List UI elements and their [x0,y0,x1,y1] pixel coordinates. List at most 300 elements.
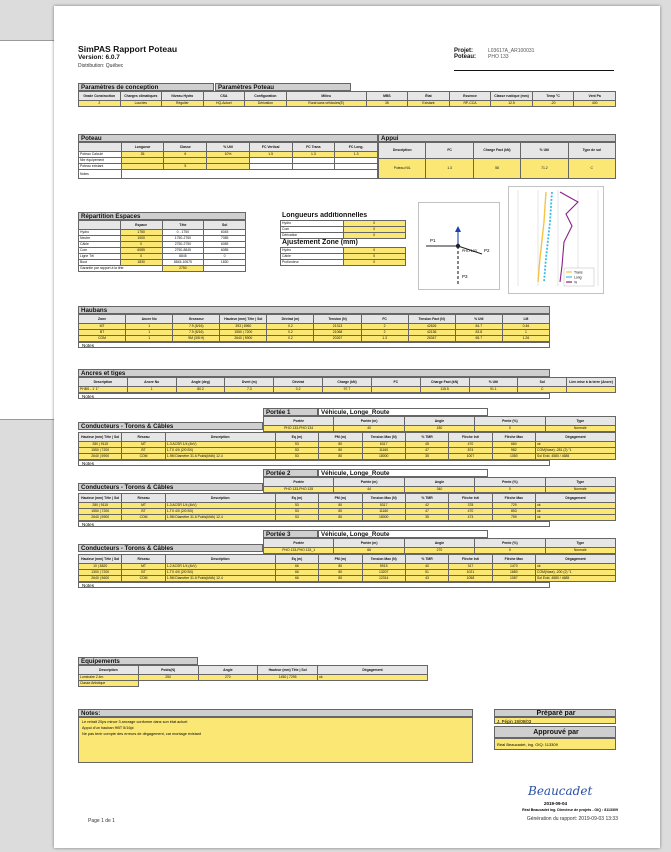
haubans-section [78,306,550,348]
table-row [79,336,550,342]
table-cell: 378 [449,503,492,509]
haubans-notes: Notes [78,342,550,348]
table-cell: 6085 [120,248,162,254]
header-cell: % TMR [405,433,448,442]
header-cell: Pente (%) [475,478,545,487]
row-label: Câble [79,242,121,248]
table-cell: 0 [343,260,406,266]
header-cell: Flèche Init [449,494,492,503]
table-cell: Sol Evid. 4580 / 4685 [536,454,616,460]
table-cell: 0 [475,548,545,554]
table-cell: COM [122,576,165,582]
table-cell: 6085 [204,242,246,248]
table-cell: 874 [449,448,492,454]
table-cell: Rural sans véhicules(E) [286,101,366,107]
table-cell: 5 [164,164,207,170]
poteau-header-row [79,143,378,152]
conducteurs-header-row [79,555,616,564]
table-cell: COM [79,336,126,342]
table-row [79,681,428,687]
header-cell: Grade Construction [79,92,121,101]
header-cell: Grosseur [173,315,220,324]
table-cell: 11160 [362,509,405,515]
table-cell: ok [536,515,616,521]
poteau-value: PHO 133 [488,54,509,60]
load-chart [508,186,604,294]
table-cell: 400 [574,101,616,107]
header-cell: Tête [162,221,204,230]
header-cell: % TMR [405,494,448,503]
header-cell: % TMR [405,555,448,564]
header-cell: Sol [204,221,246,230]
table-cell: Régulier [162,101,204,107]
table-cell: BT [79,330,126,336]
ajustement-title: Ajustement Zone (mm) [280,239,406,247]
header-cell: % Util [521,143,568,159]
notes-final-title: Notes: [78,709,473,717]
header-cell: Portée (m) [334,539,404,548]
ancres-table [78,377,616,393]
header-cell: FC Trans [292,143,335,152]
header-cell: Description [165,494,275,503]
table-cell: 0.2 [267,324,314,330]
table-cell: 6317 [362,442,405,448]
table-cell: 35 [121,152,164,158]
row-label: Dérivation [281,233,344,239]
table-cell: 9M (3/8 H) [173,336,220,342]
header-cell: Eq (m) [275,494,318,503]
ajustement-table [280,247,406,266]
row-label: Ligne Tél [79,254,121,260]
notes-final-section [78,709,473,763]
signoff-section [494,709,616,750]
version-label: Version: 6.0.7 [78,54,120,61]
table-cell: 47 [405,509,448,515]
row-label: Poteau Calculé [79,152,122,158]
header-cell: Pente (%) [475,539,545,548]
table-cell: 2750-8845 [162,248,204,254]
portee-title: Portée 3 [263,530,318,538]
header-cell: Essence [449,92,491,101]
header-cell: Flèche Max [492,433,535,442]
row-label: Profondeur [281,260,344,266]
portee-notes: Notes [78,521,550,527]
longueurs-table [280,220,406,239]
table-cell: 0.2 [267,330,314,336]
header-cell: Hauteur (mm) Tête | Sol [220,315,267,324]
table-cell: 44 [334,487,404,493]
table-cell: 1.5 [249,152,292,158]
ancres-section [78,369,616,399]
label-p3: P3 [462,274,468,279]
table-cell: 1007 [449,454,492,460]
header-cell: Tension Max (N) [362,433,405,442]
table-cell: 270 [198,675,258,681]
header-cell: Flèche Init [449,555,492,564]
table-cell: 250 [138,675,198,681]
equipements-table [78,665,428,687]
table-cell: 0 - 1750 [162,230,204,236]
table-cell: HQ-Actuel [203,101,245,107]
header-cell: Angle [404,417,474,426]
table-cell: 2 [361,324,408,330]
header-cell: Portée (m) [334,478,404,487]
table-cell [138,681,427,687]
row-label: Com [281,227,344,233]
table-cell: 0 [343,233,406,239]
header-cell: CSA [203,92,245,101]
legend-label: % [574,280,578,285]
table-cell: 8845-10675 [162,260,204,266]
table-cell: 80 [319,576,362,582]
table-cell: 12.5 [491,101,533,107]
table-cell: 80.2 [176,387,225,393]
table-cell: ok [536,564,616,570]
table-cell: 0 [343,221,406,227]
header-cell: Hauteur (mm) Tête | Sol [258,666,318,675]
appui-header-row [379,143,616,159]
portee-title: Portée 2 [263,469,318,477]
header-cell: Description [79,378,128,387]
table-cell: 80 [319,503,362,509]
table-cell: 759 [492,515,535,521]
table-cell: 1.26 [502,336,549,342]
portee-notes: Notes [78,582,550,588]
table-cell: Normale [545,548,615,554]
note-line: Le retrait 20ps mince 3 ancrage conforme dans son état actuel [82,720,188,724]
row-label: Com [79,248,121,254]
table-cell: 5317 [362,503,405,509]
header-cell [79,143,122,152]
table-cell: 12314 [362,576,405,582]
header-cell: Tension (N) [314,315,361,324]
table-cell: 5915 [362,564,405,570]
equipements-title: Équipements [78,657,198,665]
table-cell: Existant [408,101,450,107]
header-cell: PM (m) [319,433,362,442]
portee-sub-row [264,487,616,493]
portees-section [78,408,616,591]
table-cell: 6085 [204,248,246,254]
header-cell: Charge (kN) [323,378,372,387]
legend-label: Long [574,275,582,280]
table-cell: 2640 | 5900 [79,454,122,460]
haubans-header-row [79,315,550,324]
table-cell: RP-CCA [449,101,491,107]
table-cell: 729 [492,503,535,509]
table-cell: COM [122,515,165,521]
table-cell: 1-TX 4/0 (2/0 BX) [165,509,275,515]
table-cell: 6045 [204,230,246,236]
header-cell: % Util [469,378,518,387]
table-cell: 1021 [449,570,492,576]
header-cell: % Util [207,143,250,152]
ancres-title: Ancres et tiges [78,369,550,377]
header-cell: Dvert (m) [225,378,274,387]
table-cell: 180 [404,426,474,432]
portee-sub-row [264,426,616,432]
header-cell: Charge Fact (kN) [420,378,469,387]
table-cell: BT [122,448,165,454]
table-cell: 2750-2750 [162,242,204,248]
table-cell: 1-TX 4/0 (2/0 BX) [165,570,275,576]
table-cell: 53 [275,503,318,509]
header-cell: Description [379,143,426,159]
table-cell: 1-3 ACSR 1/4 (4kV) [165,442,275,448]
portee-block [78,469,616,527]
table-cell: 1 [126,324,173,330]
table-cell: 115.5 [420,387,469,393]
table-cell: 1-9M Diamètre 31.6 Poids(kN/k) 12.4 [165,515,275,521]
table-cell: 2640 | 5900 [79,515,122,521]
signature-date: 2019-09-04 [544,801,568,806]
table-cell: 1680 [492,570,535,576]
header-cell: FC Long. [335,143,378,152]
notes-label: Notes [79,170,122,179]
note-line: Appui d'un hauban HBT 5/16pi [82,726,134,730]
table-cell: 270 [404,548,474,554]
ancres-notes: Notes [78,393,550,399]
table-cell: 1 [126,336,173,342]
table-cell: 660 [492,442,535,448]
portee-top [78,477,616,493]
table-cell: 80 [319,564,362,570]
haubans-title: Haubans [78,306,550,314]
header-cell: Réseau [122,555,165,564]
table-cell: 53 [275,509,318,515]
header-cell: PM (m) [319,494,362,503]
table-cell: PHO 133-PHO 135 [264,487,334,493]
table-cell: 21068 [314,330,361,336]
header-cell: Configuration [245,92,287,101]
table-cell: C [518,387,567,393]
portee-sub-table [263,416,616,432]
header-cell: Dévirat [274,378,323,387]
repartition-table [78,220,246,272]
table-cell: 1550 | 7200 [79,448,122,454]
parametres-header-row [79,92,616,101]
table-cell: PHO 133-PHO 134 [264,426,334,432]
signature: Beaucadet [528,784,593,798]
page-number: Page 1 de 1 [88,818,115,824]
table-row [281,233,406,239]
table-cell: 83.8 [455,330,502,336]
table-cell: 340 [404,487,474,493]
table-cell: 7.9 (5/16) [173,324,220,330]
table-cell: 470 [449,509,492,515]
table-cell: 21313 [314,324,361,330]
table-cell: Normale [545,487,615,493]
signature-line: Réal Beaucadet ing. Directeur de projets - OIQ : 8113309 [522,808,618,812]
table-cell: 1450 | 7295 [258,675,318,681]
table-cell: 43 [405,576,448,582]
table-cell: ok [536,509,616,515]
table-cell: 47 [405,448,448,454]
header-cell: FC [361,315,408,324]
header-cell [79,221,121,230]
repartition-header-row [79,221,246,230]
header-cell: Longueur [121,143,164,152]
conception-title: Paramètres de conception [78,83,214,91]
table-cell: 982 [492,448,535,454]
table-cell: MT [122,503,165,509]
header-cell: Zone [79,315,126,324]
header-cell: Angle (deg) [176,378,225,387]
table-cell: 0 [120,254,162,260]
report-header [78,6,640,72]
table-row [281,260,406,266]
prepare-name: J. Pépin 19/09/03 [494,717,616,724]
table-cell: Normale [545,426,615,432]
table-cell: ok [536,503,616,509]
table-cell: 853 [492,509,535,515]
table-cell: 1-3 ACSR 1/4 (4kV) [165,503,275,509]
table-cell: 10 | 8820 [79,564,122,570]
table-cell: 473 [449,515,492,521]
table-cell: 18000 [362,454,405,460]
table-cell: 1 [127,387,176,393]
parametres-value-row [79,101,616,107]
table-row [79,170,378,179]
table-cell: PHBS - 1' 1" [79,387,128,393]
table-cell: Lourdes [120,101,162,107]
table-cell: C [568,159,615,179]
portee-sub-header [264,478,616,487]
table-cell: 2640 | 5900 [220,336,267,342]
header-cell: Portée [264,539,334,548]
garantie-value: 2750 [162,266,204,272]
header-cell: Hauteur (mm) Tête | Sol [79,555,122,564]
header-cell: Eq (m) [275,555,318,564]
table-cell: 65.7 [455,336,502,342]
portee-header [263,408,616,416]
table-cell: 53 [275,454,318,460]
row-label: Nbr équipement [79,158,122,164]
portee-block [78,408,616,466]
table-cell: 42626 [408,324,455,330]
row-label: Hydro [281,248,344,254]
projet-label: Projet: [454,48,474,54]
table-cell: 80 [319,515,362,521]
table-cell: 280 | 9115 [79,503,122,509]
header-cell: Tension Max (N) [362,494,405,503]
portee-title: Portée 1 [263,408,318,416]
row-label: Hydro [79,230,121,236]
row-label: Hydro [281,221,344,227]
table-cell: 80 [319,442,362,448]
table-cell: 1087 [492,576,535,582]
conducteurs-title: Conducteurs - Torons & Câbles [78,483,263,491]
header-cell: Vent Pa [574,92,616,101]
longueurs-section [280,212,406,266]
header-cell: Dégagement [536,433,616,442]
table-cell: 53 [275,515,318,521]
portee-notes: Notes [78,460,550,466]
table-cell: 0 [204,254,246,260]
header-cell: Ancre No [126,315,173,324]
table-cell: 1-9M Diamètre 31.6 Poids(kN/k) 12.4 [165,576,275,582]
table-row [79,454,616,460]
header-cell: Espace [120,221,162,230]
header-cell: Description [165,433,275,442]
table-cell: 26347 [408,336,455,342]
header-cell: État [408,92,450,101]
table-cell: MT [122,564,165,570]
header-cell: PM (m) [319,555,362,564]
parametres-table [78,91,616,107]
table-cell: 0.2 [274,387,323,393]
header-cell: % Util [455,315,502,324]
table-cell: 53 [275,448,318,454]
table-cell: 18000 [362,515,405,521]
header-cell: Flèche Init [449,433,492,442]
table-cell: 1550 | 7200 [79,509,122,515]
row-label: Bout [79,260,121,266]
table-cell: 1.3 [426,159,473,179]
table-cell: 1830 [204,260,246,266]
portee-type: Véhicule, Longe_Route [318,408,488,416]
table-cell: 317 [449,564,492,570]
table-cell: 66 [334,548,404,554]
ancres-header-row [79,378,616,387]
project-info [454,48,614,60]
table-cell: 13207 [362,570,405,576]
table-cell: 7.3 [225,387,274,393]
table-cell: 42 [405,503,448,509]
table-cell [204,266,246,272]
haubans-table [78,314,550,342]
table-cell: COM(Vase) -200 (2) "1 [536,570,616,576]
portee-sub-header [264,417,616,426]
table-cell: 45 [405,442,448,448]
header-cell: FC Vertical [249,143,292,152]
table-cell: 80 [319,509,362,515]
table-cell: 1830 [120,260,162,266]
header-cell: Hauteur (mm) Tête | Sol [79,433,122,442]
table-cell: 1080 [492,454,535,460]
poteau-table [78,142,378,179]
equipements-header-row [79,666,428,675]
header-cell: Angle [404,478,474,487]
table-cell: MT [79,324,126,330]
table-cell [567,387,616,393]
header-cell: Eq (m) [275,433,318,442]
conducteurs-table [78,432,616,460]
table-cell: 0 [120,242,162,248]
report-page [54,6,660,848]
header-cell: Hauteur (mm) Tête | Sol [79,494,122,503]
header-cell: Portée [264,478,334,487]
poteau-label: Poteau: [454,54,477,60]
table-cell: 10% [207,152,250,158]
portee-header [263,469,616,477]
table-cell [371,387,420,393]
table-cell: Sol Evid. 4580 / 4685 [536,576,616,582]
poteau-appui-section [78,134,616,179]
header-cell: Dégagement [536,494,616,503]
poteau-title: Poteau [78,134,378,142]
pole-plan-diagram [418,202,500,290]
table-cell: 0 [343,248,406,254]
row-label: Câble [281,254,344,260]
table-cell: 8845 [162,254,204,260]
label-p2: P2 [484,248,490,253]
portee-block [78,530,616,588]
header-cell: Classe [164,143,207,152]
portee-header [263,530,616,538]
table-cell: 84.7 [455,324,502,330]
header-cell: Type [545,478,615,487]
